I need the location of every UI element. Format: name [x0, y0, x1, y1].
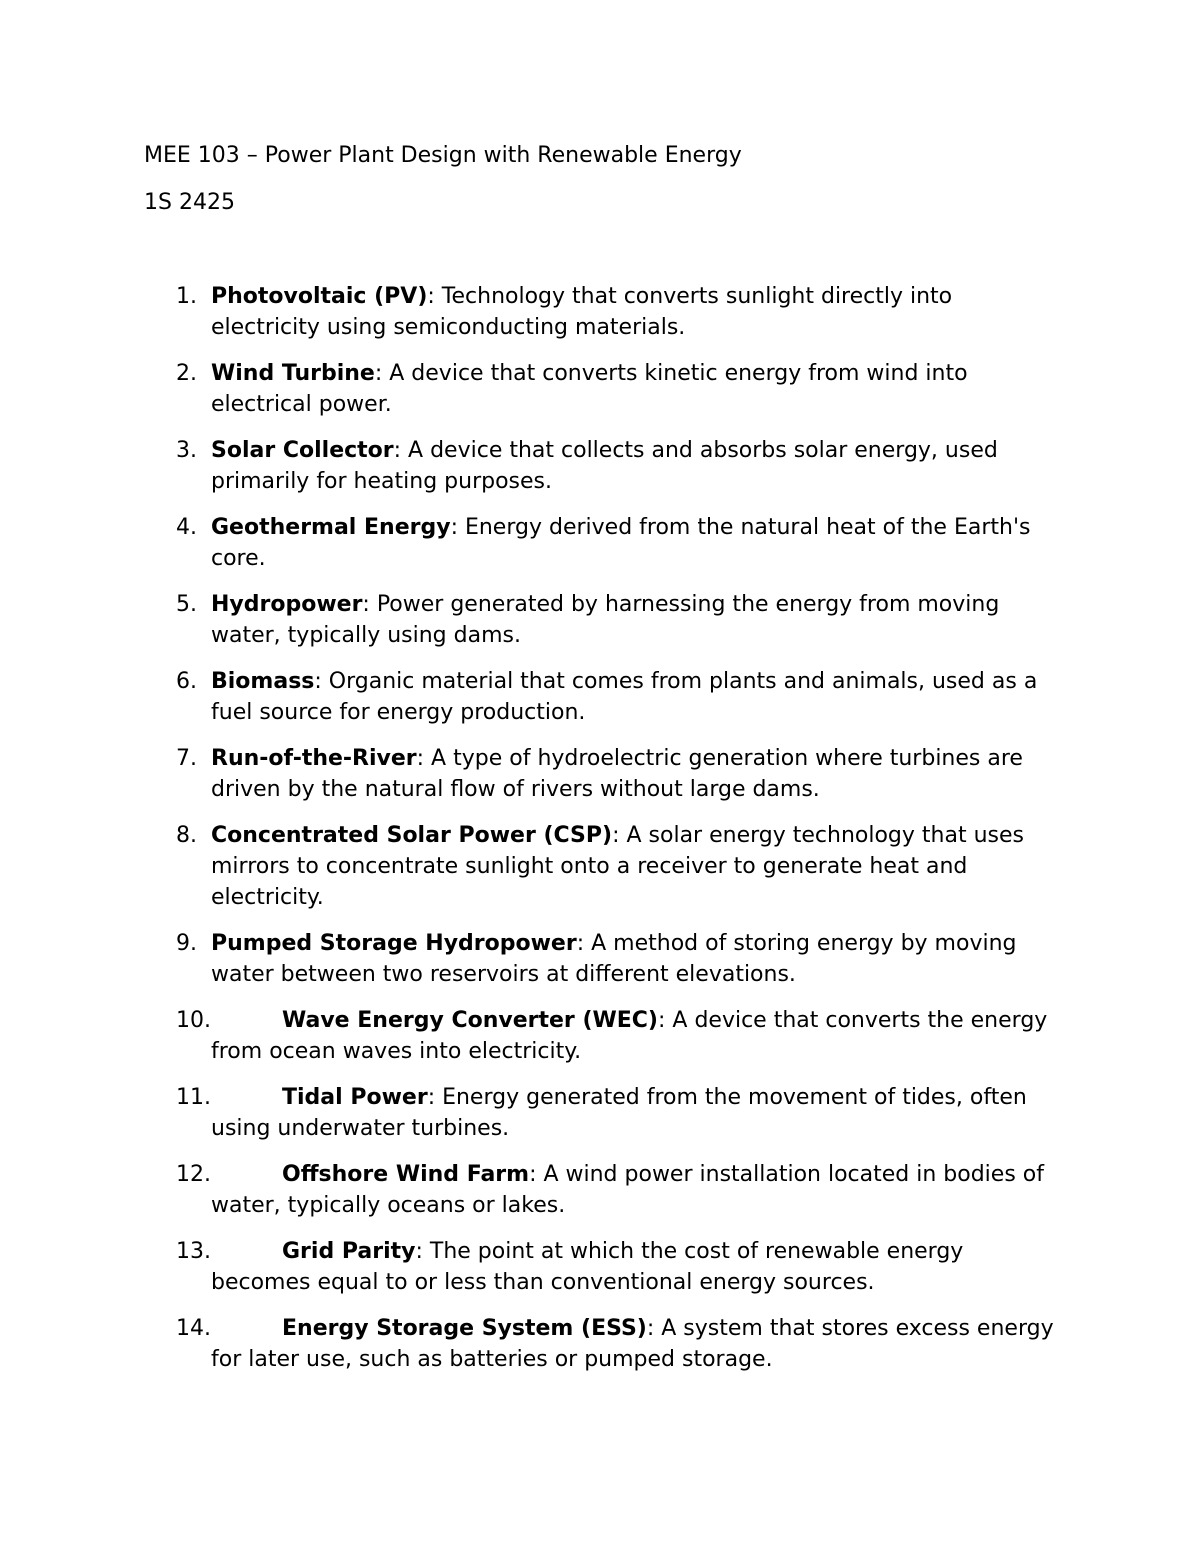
term-label: Concentrated Solar Power (CSP): [211, 823, 613, 848]
term-label: Tidal Power: [282, 1085, 428, 1110]
list-item: [0, 281, 1200, 343]
term-label: Run-of-the-River: [211, 746, 417, 771]
term-label: Wave Energy Converter (WEC): [282, 1008, 658, 1033]
item-number: 3.: [176, 438, 197, 463]
item-number: 5.: [176, 592, 197, 617]
list-item: [0, 358, 1200, 420]
item-number: 14.: [176, 1316, 211, 1341]
term-definition: : The point at which the cost of renewable energy becomes equal to or less than conventional energy sources.: [211, 1239, 964, 1295]
term-label: Geothermal Energy: [211, 515, 451, 540]
list-item: [0, 743, 1200, 805]
term-definition: : A method of storing energy by moving water between two reservoirs at different elevations.: [211, 931, 1017, 987]
item-number: 8.: [176, 823, 197, 848]
item-number: 4.: [176, 515, 197, 540]
term-label: Wind Turbine: [211, 361, 375, 386]
term-definition: : Organic material that comes from plants and animals, used as a fuel source for energy production.: [211, 669, 1038, 725]
item-number: 13.: [176, 1239, 211, 1264]
course-title: MEE 103 – Power Plant Design with Renewable Energy: [144, 143, 742, 168]
term-definition: : A device that converts kinetic energy from wind into electrical power.: [211, 361, 968, 417]
term-label: Solar Collector: [211, 438, 394, 463]
term-label: Energy Storage System (ESS): [282, 1316, 647, 1341]
item-number: 1.: [176, 284, 197, 309]
list-item: [0, 589, 1200, 651]
item-number: 10.: [176, 1008, 211, 1033]
list-item: [0, 1236, 1200, 1298]
term-label: Offshore Wind Farm: [282, 1162, 530, 1187]
list-item: [0, 435, 1200, 497]
list-item: [0, 928, 1200, 990]
term-definition: : A solar energy technology that uses mirrors to concentrate sunlight onto a receiver to generate heat and electricity.: [211, 823, 1024, 910]
item-number: 6.: [176, 669, 197, 694]
term-label: Pumped Storage Hydropower: [211, 931, 577, 956]
item-number: 11.: [176, 1085, 211, 1110]
item-number: 9.: [176, 931, 197, 956]
item-number: 7.: [176, 746, 197, 771]
terms-list: [0, 281, 1200, 1390]
list-item: [0, 1313, 1200, 1375]
list-item: [0, 512, 1200, 574]
term-label: Grid Parity: [282, 1239, 416, 1264]
item-number: 12.: [176, 1162, 211, 1187]
term-definition: : Technology that converts sunlight directly into electricity using semiconducting materials.: [211, 284, 953, 340]
semester-label: 1S 2425: [144, 190, 235, 215]
item-number: 2.: [176, 361, 197, 386]
list-item: [0, 820, 1200, 913]
term-definition: : Energy generated from the movement of tides, often using underwater turbines.: [211, 1085, 1027, 1141]
list-item: [0, 666, 1200, 728]
term-definition: : Energy derived from the natural heat of the Earth's core.: [211, 515, 1031, 571]
term-label: Biomass: [211, 669, 315, 694]
term-definition: : A device that converts the energy from ocean waves into electricity.: [211, 1008, 1048, 1064]
list-item: [0, 1159, 1200, 1221]
list-item: [0, 1005, 1200, 1067]
term-definition: : A type of hydroelectric generation where turbines are driven by the natural flow of rivers without large dams.: [211, 746, 1023, 802]
term-label: Hydropower: [211, 592, 363, 617]
term-definition: : Power generated by harnessing the energy from moving water, typically using dams.: [211, 592, 1000, 648]
term-definition: : A wind power installation located in bodies of water, typically oceans or lakes.: [211, 1162, 1044, 1218]
term-definition: : A device that collects and absorbs solar energy, used primarily for heating purposes.: [211, 438, 998, 494]
term-label: Photovoltaic (PV): [211, 284, 428, 309]
list-item: [0, 1082, 1200, 1144]
term-definition: : A system that stores excess energy for later use, such as batteries or pumped storage.: [211, 1316, 1054, 1372]
